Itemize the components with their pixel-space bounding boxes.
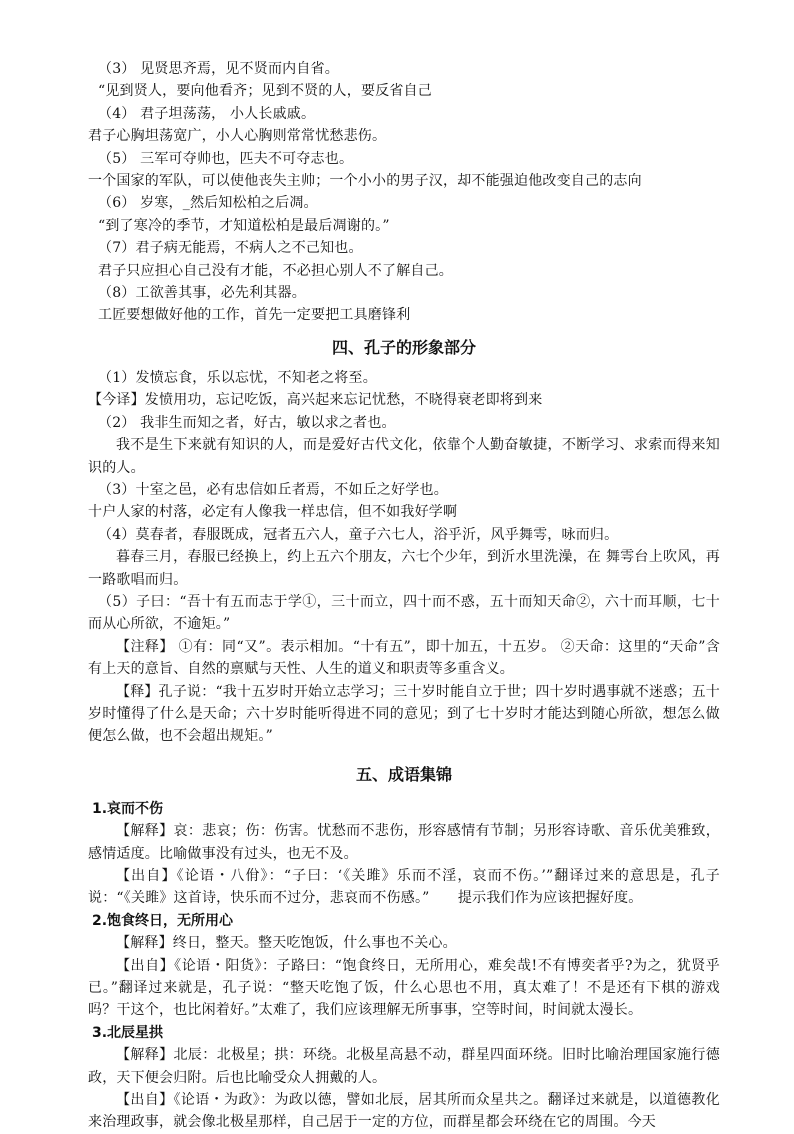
section5-body <box>88 798 720 1134</box>
paragraph: 暮春三月，春服已经换上，约上五六个朋友，六七个少年，到沂水里洗澡，在 舞雩台上吹风，再一路歌唱而归。 <box>88 549 720 588</box>
text-line: （4） 君子坦荡荡， 小人长戚戚。 <box>98 105 316 122</box>
section-heading-5: 五、成语集锦 <box>355 764 452 784</box>
paragraph: 【解释】终日，整天。整天吃饱饭，什么事也不关心。 <box>116 935 457 952</box>
paragraph: （1）发愤忘食，乐以忘忧，不知老之将至。 <box>98 369 377 386</box>
paragraph: （4）莫春者，春服既成，冠者五六人，童子六七人，浴乎沂，风乎舞雩，咏而归。 <box>98 526 619 543</box>
idiom-entry <box>88 910 720 1022</box>
paragraph: 十户人家的村落，必定有人像我一样忠信，但不如我好学啊 <box>88 504 458 521</box>
paragraph: 【解释】北辰：北极星；拱：环绕。北极星高悬不动，群星四面环绕。旧时比喻治理国家施行德政，天下便会归附。后也比喻受众人拥戴的人。 <box>88 1047 720 1086</box>
paragraph: 【注释】 ①有：同“又”。表示相加。“十有五”，即十加五，十五岁。 ②天命：这里的“天命”含有上天的意旨、自然的禀赋与天性、人生的道义和职责等多重含义。 <box>88 638 720 678</box>
part3-lines <box>88 58 720 327</box>
idiom-title: 1.哀而不伤 <box>92 800 164 817</box>
text-line: “见到贤人，要向他看齐；见到不贤的人，要反省自己 <box>98 83 432 100</box>
text-line: （3） 见贤思齐焉，见不贤而内自省。 <box>98 61 339 77</box>
text-line: 君子心胸坦荡宽广，小人心胸则常常忧愁悲伤。 <box>88 128 387 145</box>
idiom-entry <box>88 798 720 910</box>
section4-body <box>88 367 720 748</box>
paragraph: 【今译】发愤用功，忘记吃饭，高兴起来忘记忧愁，不晓得衰老即将到来 <box>88 392 543 409</box>
paragraph: 【解释】哀：悲哀；伤：伤害。忧愁而不悲伤，形容感情有节制；另形容诗歌、音乐优美雅致，感情适度。比喻做事没有过头，也无不及。 <box>88 823 720 862</box>
text-line: （6） 岁寒，_然后知松柏之后凋。 <box>98 195 318 212</box>
paragraph: 【出自】《论语・为政》：为政以德，譬如北辰，居其所而众星共之。翻译过来就是，以道德教化来治理政事，就会像北极星那样，自己居于一定的方位，而群星都会环绕在它的周围。今天 <box>88 1092 720 1131</box>
paragraph: 【出自】《论语・八佾》：“子曰：‘《关雎》乐而不淫，哀而不伤。’”翻译过来的意思是，孔子说：“《关雎》这首诗，快乐而不过分，悲哀而不伤感。” 提示我们作为应该把握好度。 <box>88 868 720 907</box>
paragraph: 我不是生下来就有知识的人，而是爱好古代文化，依靠个人勤奋敏捷，不断学习、求索而得来知识的人。 <box>88 437 720 476</box>
paragraph: （3）十室之邑，必有忠信如丘者焉，不如丘之好学也。 <box>98 481 448 498</box>
paragraph: 【释】孔子说：“我十五岁时开始立志学习；三十岁时能自立于世；四十岁时遇事就不迷惑；五十岁时懂得了什么是天命；六十岁时能听得进不同的意见；到了七十岁时才能达到随心所欲，想怎么做便怎么做，也不会超出规矩。” <box>88 683 720 745</box>
paragraph: （2） 我非生而知之者，好古，敏以求之者也。 <box>98 414 396 431</box>
text-line: （5） 三军可夺帅也，匹夫不可夺志也。 <box>98 150 354 167</box>
section-heading-4: 四、孔子的形象部分 <box>331 337 476 357</box>
document-body <box>88 58 720 1134</box>
text-line: 一个国家的军队，可以使他丧失主帅；一个小小的男子汉，却不能强迫他改变自己的志向 <box>88 173 642 190</box>
idiom-title: 3.北辰星拱 <box>92 1024 164 1041</box>
idiom-entry <box>88 1022 720 1134</box>
text-line: 君子只应担心自己没有才能，不必担心别人不了解自己。 <box>98 262 453 279</box>
text-line: 工匠要想做好他的工作，首先一定要把工具磨锋利 <box>98 307 411 324</box>
paragraph: 【出自】《论语・阳货》：子路曰：“饱食终日，无所用心，难矣哉!不有博奕者乎?为之，犹贤乎已。”翻译过来就是，孔子说：“整天吃饱了饭，什么心思也不用，真太难了！不是还有下棋的游戏吗？干这个，也比闲着好。”太难了，我们应该理解无所事事，空等时间，时间就太漫长。 <box>88 957 720 1019</box>
paragraph: （5）子曰：“吾十有五而志于学①，三十而立，四十而不惑，五十而知天命②，六十而耳顺，七十而从心所欲，不逾矩。” <box>88 593 720 633</box>
text-line: （7）君子病无能焉，不病人之不己知也。 <box>98 240 363 257</box>
idiom-title: 2.饱食终日，无所用心 <box>92 912 234 929</box>
text-line: “到了寒冷的季节，才知道松柏是最后凋谢的。” <box>98 217 390 234</box>
text-line: （8）工欲善其事，必先利其器。 <box>98 285 306 302</box>
